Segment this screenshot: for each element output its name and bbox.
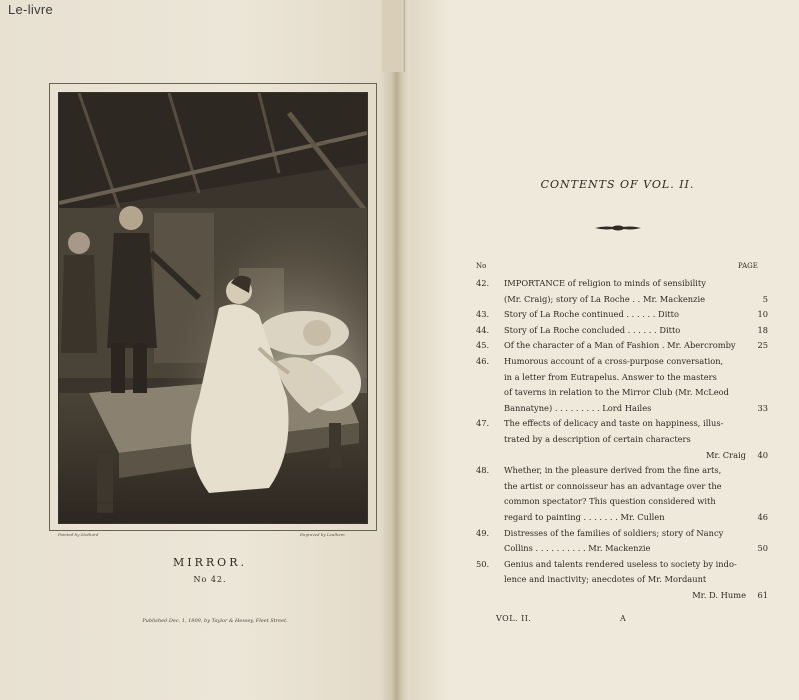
- toc-line: [476, 463, 768, 479]
- footer-volume: VOL. II.: [496, 614, 532, 623]
- entry-page: 40: [757, 449, 768, 460]
- column-head-no: No: [476, 262, 487, 270]
- entry-number: 50.: [476, 558, 490, 569]
- entry-text: regard to painting . . . . . . . Mr. Cullen: [504, 511, 665, 522]
- entry-number: 45.: [476, 340, 490, 351]
- toc-line: [476, 510, 768, 526]
- entry-text: Bannatyne) . . . . . . . . . Lord Hailes: [504, 402, 652, 413]
- entry-page: 50: [757, 543, 768, 554]
- ornament-icon: [595, 224, 641, 232]
- entry-number: 46.: [476, 355, 490, 366]
- entry-text: Distresses of the families of soldiers; story of Nancy: [504, 527, 724, 538]
- engraver-credit: Engraved by Leathem: [300, 532, 345, 537]
- publication-line: Published Dec. 1, 1809, by Taylor & Hessey, Fleet Street.: [142, 618, 288, 624]
- entry-page: 33: [757, 402, 768, 413]
- column-head-page: PAGE: [738, 262, 758, 270]
- entry-text: Humorous account of a cross-purpose conversation,: [504, 355, 724, 366]
- entry-text: common spectator? This question considered with: [504, 496, 716, 507]
- toc-line: [476, 307, 768, 323]
- footer-signature: A: [620, 614, 627, 623]
- entry-text: (Mr. Craig); story of La Roche . . Mr. Mackenzie: [504, 293, 706, 304]
- plate-number: No 42.: [193, 575, 227, 584]
- entry-text: IMPORTANCE of religion to minds of sensibility: [504, 278, 706, 288]
- entry-text: Of the character of a Man of Fashion . Mr. Abercromby: [504, 340, 736, 351]
- toc-line: [476, 588, 768, 604]
- toc-line: [476, 385, 768, 401]
- toc-line: [476, 541, 768, 557]
- entry-page: 5: [762, 293, 768, 304]
- entry-number: 44.: [476, 324, 490, 335]
- entry-text: trated by a description of certain characters: [504, 433, 691, 444]
- page-tab: [382, 0, 405, 72]
- toc-line: [476, 354, 768, 370]
- entry-text: the artist or connoisseur has an advantage over the: [504, 480, 722, 491]
- toc-line: [476, 494, 768, 510]
- entry-number: 49.: [476, 527, 490, 538]
- toc-line: [476, 276, 768, 292]
- entry-page: 46: [757, 511, 768, 522]
- painter-credit: Painted by Stothard: [58, 532, 99, 537]
- entry-text: Whether, in the pleasure derived from the fine arts,: [504, 465, 722, 476]
- entry-text: Mr. D. Hume: [692, 589, 746, 600]
- toc-line: [476, 401, 768, 417]
- toc-line: [476, 526, 768, 542]
- entry-text: Mr. Craig: [705, 449, 746, 460]
- contents-list: [476, 276, 768, 603]
- entry-number: 42.: [476, 278, 490, 288]
- entry-number: 48.: [476, 465, 490, 476]
- toc-line: [476, 557, 768, 573]
- toc-line: [476, 416, 768, 432]
- toc-line: [476, 323, 768, 339]
- entry-text: of taverns in relation to the Mirror Club (Mr. McLeod: [504, 387, 729, 398]
- plate-title: MIRROR.: [173, 556, 247, 569]
- entry-text: The effects of delicacy and taste on happiness, illus-: [504, 418, 724, 429]
- toc-line: [476, 572, 768, 588]
- entry-text: lence and inactivity; anecdotes of Mr. Mordaunt: [504, 574, 707, 585]
- entry-text: in a letter from Eutrapelus. Answer to the masters: [504, 371, 717, 382]
- entry-text: Story of La Roche concluded . . . . . . Ditto: [504, 324, 681, 335]
- entry-text: Collins . . . . . . . . . . Mr. Mackenzie: [504, 543, 651, 554]
- toc-line: [476, 338, 768, 354]
- entry-page: 18: [757, 324, 768, 335]
- contents-title: CONTENTS OF VOL. II.: [540, 178, 695, 191]
- entry-number: 43.: [476, 309, 490, 320]
- entry-number: 47.: [476, 418, 490, 429]
- entry-page: 61: [757, 589, 768, 600]
- toc-line: [476, 479, 768, 495]
- entry-page: 10: [757, 309, 768, 320]
- toc-line: [476, 432, 768, 448]
- engraving-illustration: [58, 92, 368, 524]
- toc-line: [476, 370, 768, 386]
- watermark-logo: Le-livre: [8, 2, 54, 17]
- entry-page: 25: [757, 340, 768, 351]
- toc-line: [476, 448, 768, 464]
- toc-line: [476, 292, 768, 308]
- book-gutter: [380, 0, 410, 700]
- entry-text: Genius and talents rendered useless to society by indo-: [504, 558, 737, 569]
- entry-text: Story of La Roche continued . . . . . . Ditto: [504, 309, 680, 320]
